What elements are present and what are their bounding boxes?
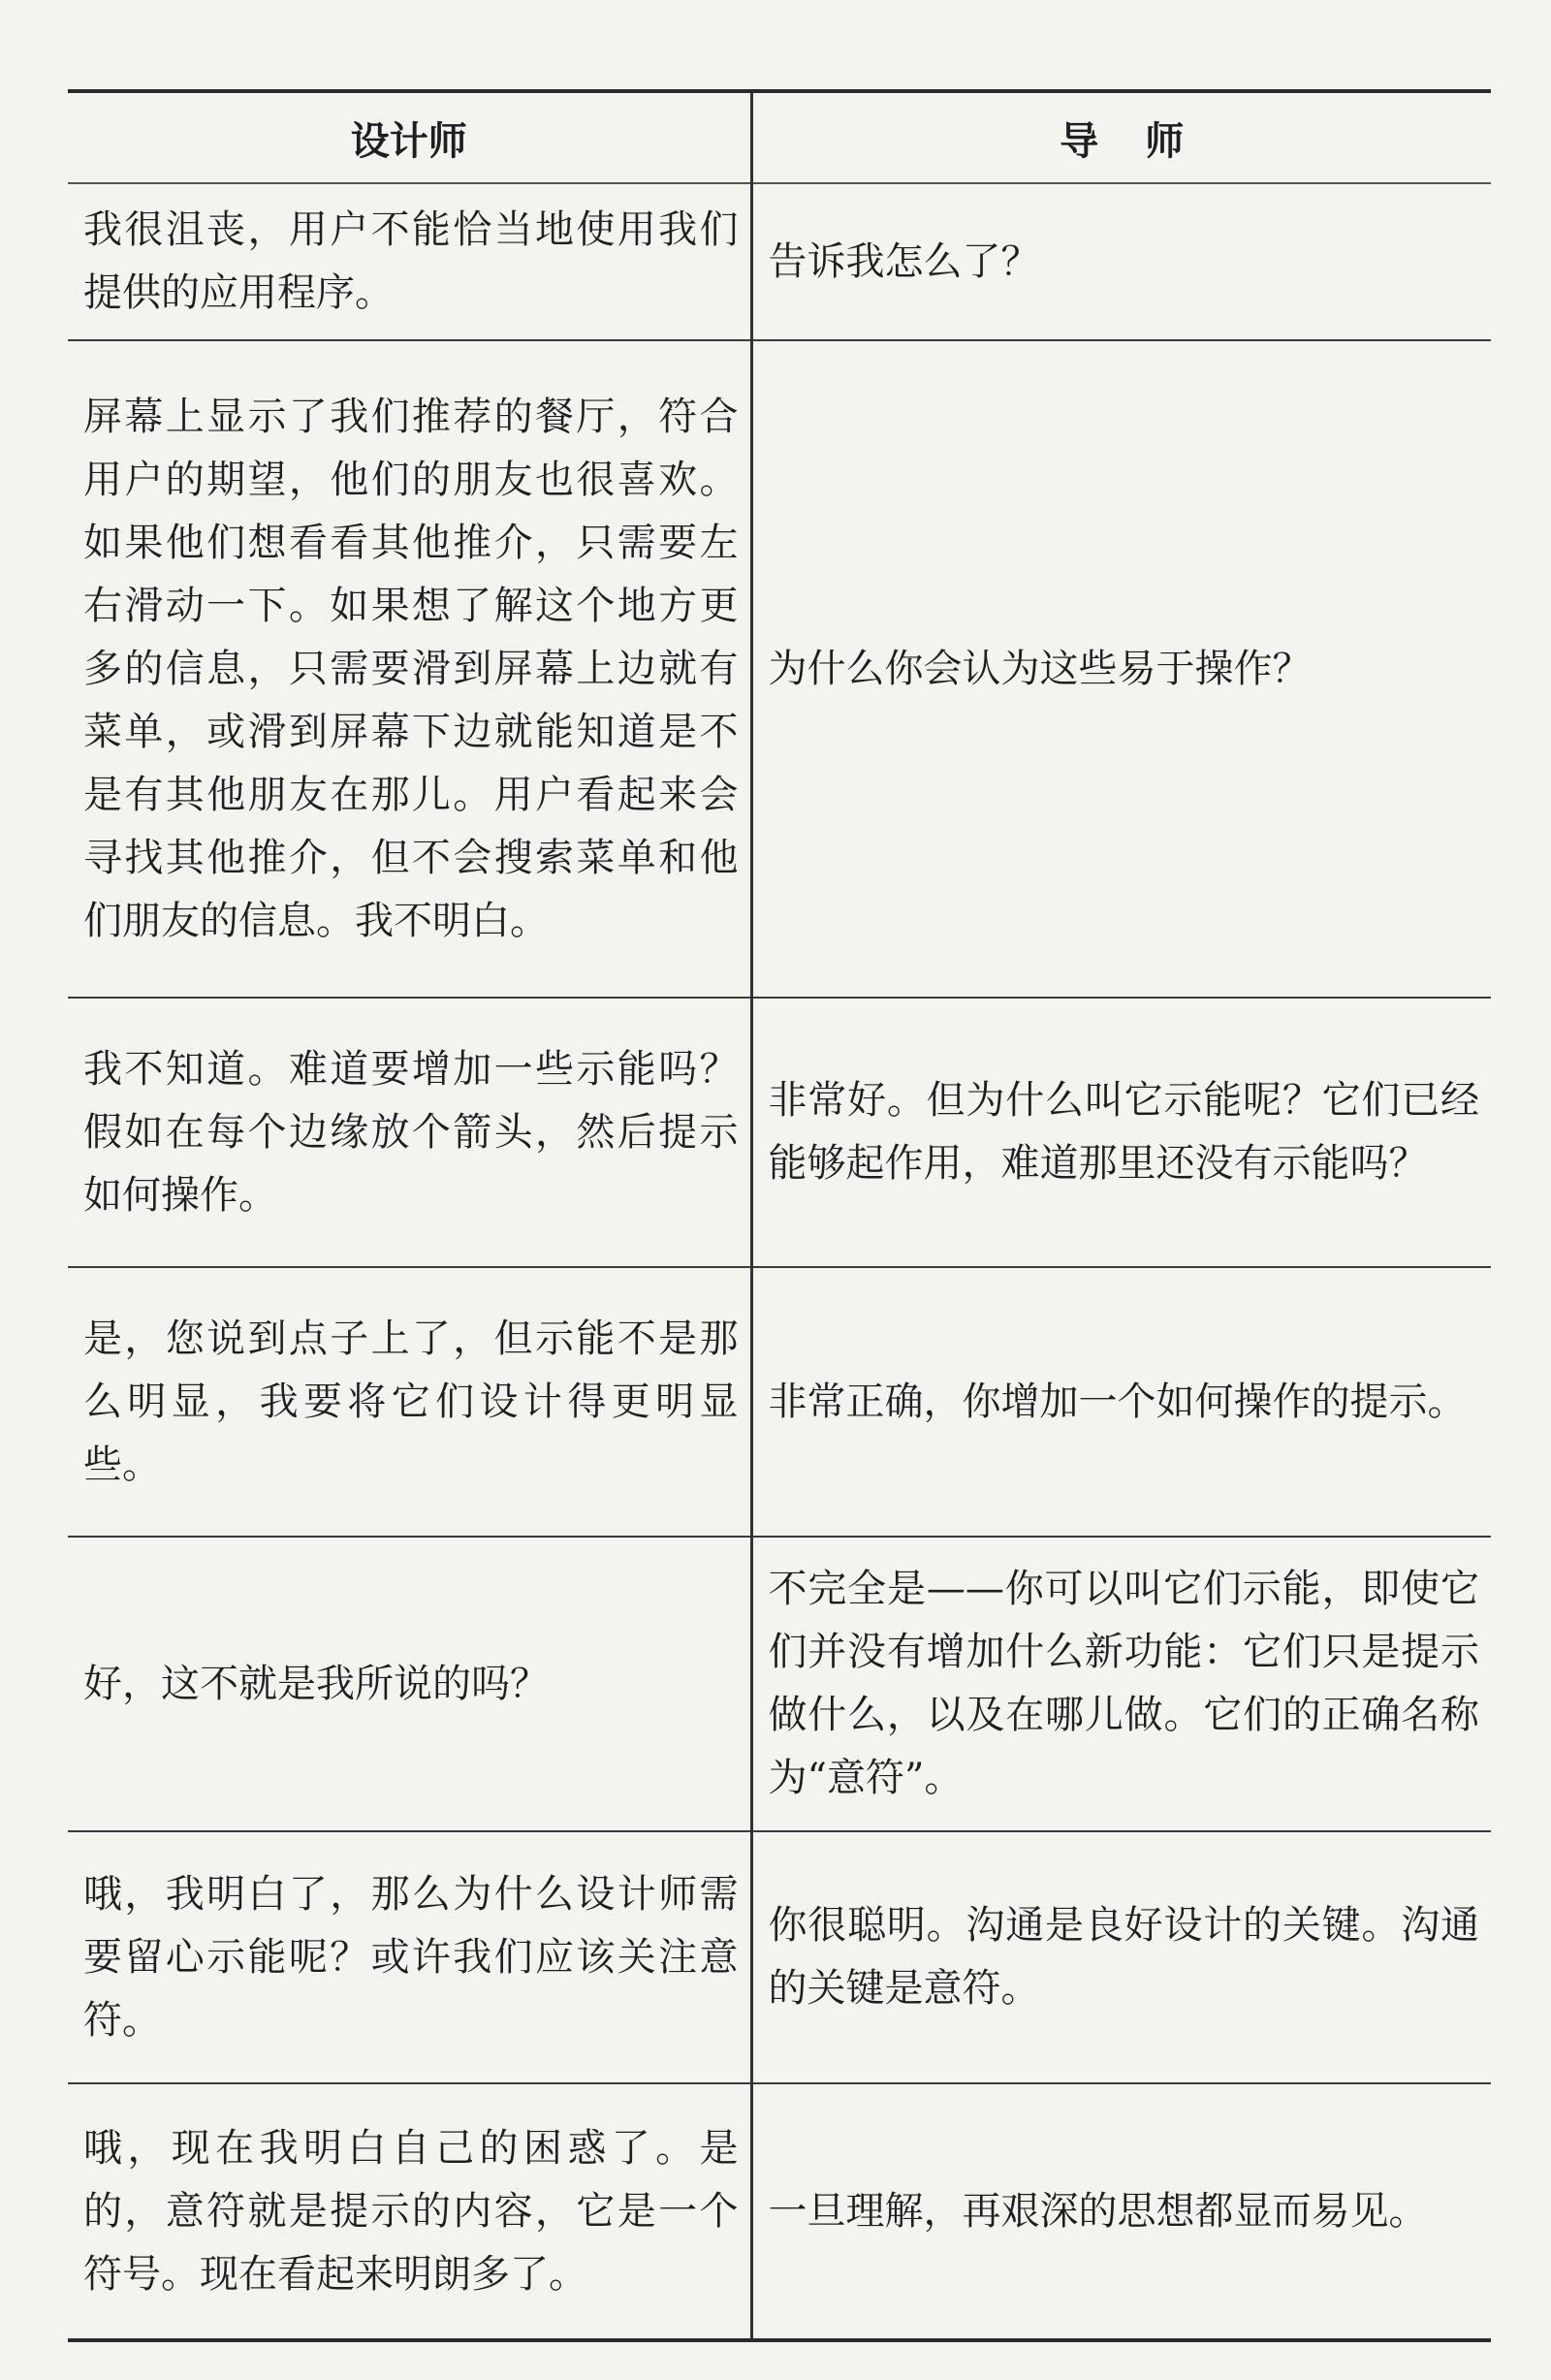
designer-text: 屏幕上显示了我们推荐的餐厅，符合用户的期望，他们的朋友也很喜欢。如果他们想看看其他推介，只需要左右滑动一下。如果想了解这个地方更多的信息，只需要滑到屏幕上边就有菜单，或滑到屏幕下边就能知道是不是有其他朋友在那儿。用户看起来会寻找其他推介，但不会搜索菜单和他们朋友的信息。我不明白。 — [83, 394, 739, 943]
table-row — [68, 183, 1491, 340]
designer-text: 哦，现在我明白自己的困惑了。是的，意符就是提示的内容，它是一个符号。现在看起来明朗多了。 — [83, 2125, 739, 2297]
table-header — [68, 91, 1491, 183]
mentor-text: 你很聪明。沟通是良好设计的关键。沟通的关键是意符。 — [768, 1903, 1479, 2011]
designer-text: 好，这不就是我所说的吗？ — [83, 1661, 549, 1706]
mentor-cell — [751, 1267, 1491, 1537]
mentor-text: 为什么你会认为这些易于操作？ — [768, 646, 1312, 691]
table-body — [68, 183, 1491, 2340]
mentor-cell — [751, 1537, 1491, 1831]
header-mentor: 导师 — [751, 91, 1491, 183]
designer-text: 我不知道。难道要增加一些示能吗？假如在每个边缘放个箭头，然后提示如何操作。 — [83, 1046, 739, 1218]
header-row — [68, 91, 1491, 183]
mentor-cell — [751, 183, 1491, 340]
mentor-text: 一旦理解，再艰深的思想都显而易见。 — [768, 2188, 1428, 2234]
table-row — [68, 1267, 1491, 1537]
mentor-text: 非常好。但为什么叫它示能呢？它们已经能够起作用，难道那里还没有示能吗？ — [768, 1078, 1479, 1186]
mentor-cell — [751, 2083, 1491, 2340]
table-row — [68, 1537, 1491, 1831]
table-row — [68, 998, 1491, 1267]
header-designer: 设计师 — [68, 91, 751, 183]
designer-cell — [68, 1267, 751, 1537]
designer-text: 是，您说到点子上了，但示能不是那么明显，我要将它们设计得更明显些。 — [83, 1316, 739, 1487]
designer-text: 哦，我明白了，那么为什么设计师需要留心示能呢？或许我们应该关注意符。 — [83, 1871, 739, 2043]
designer-cell — [68, 340, 751, 998]
mentor-cell — [751, 1831, 1491, 2083]
table-row — [68, 2083, 1491, 2340]
designer-cell — [68, 998, 751, 1267]
document-page — [68, 89, 1491, 2342]
dialogue-table — [68, 89, 1491, 2342]
designer-cell — [68, 183, 751, 340]
mentor-cell — [751, 340, 1491, 998]
designer-text: 我很沮丧，用户不能恰当地使用我们提供的应用程序。 — [83, 207, 739, 315]
designer-cell — [68, 1831, 751, 2083]
mentor-text: 不完全是——你可以叫它们示能，即使它们并没有增加什么新功能：它们只是提示做什么，以及在哪儿做。它们的正确名称为“意符”。 — [768, 1567, 1479, 1800]
table-row — [68, 1831, 1491, 2083]
mentor-text: 非常正确，你增加一个如何操作的提示。 — [768, 1379, 1467, 1424]
table-row — [68, 340, 1491, 998]
designer-cell — [68, 2083, 751, 2340]
designer-cell — [68, 1537, 751, 1831]
mentor-cell — [751, 998, 1491, 1267]
mentor-text: 告诉我怎么了？ — [768, 238, 1040, 284]
